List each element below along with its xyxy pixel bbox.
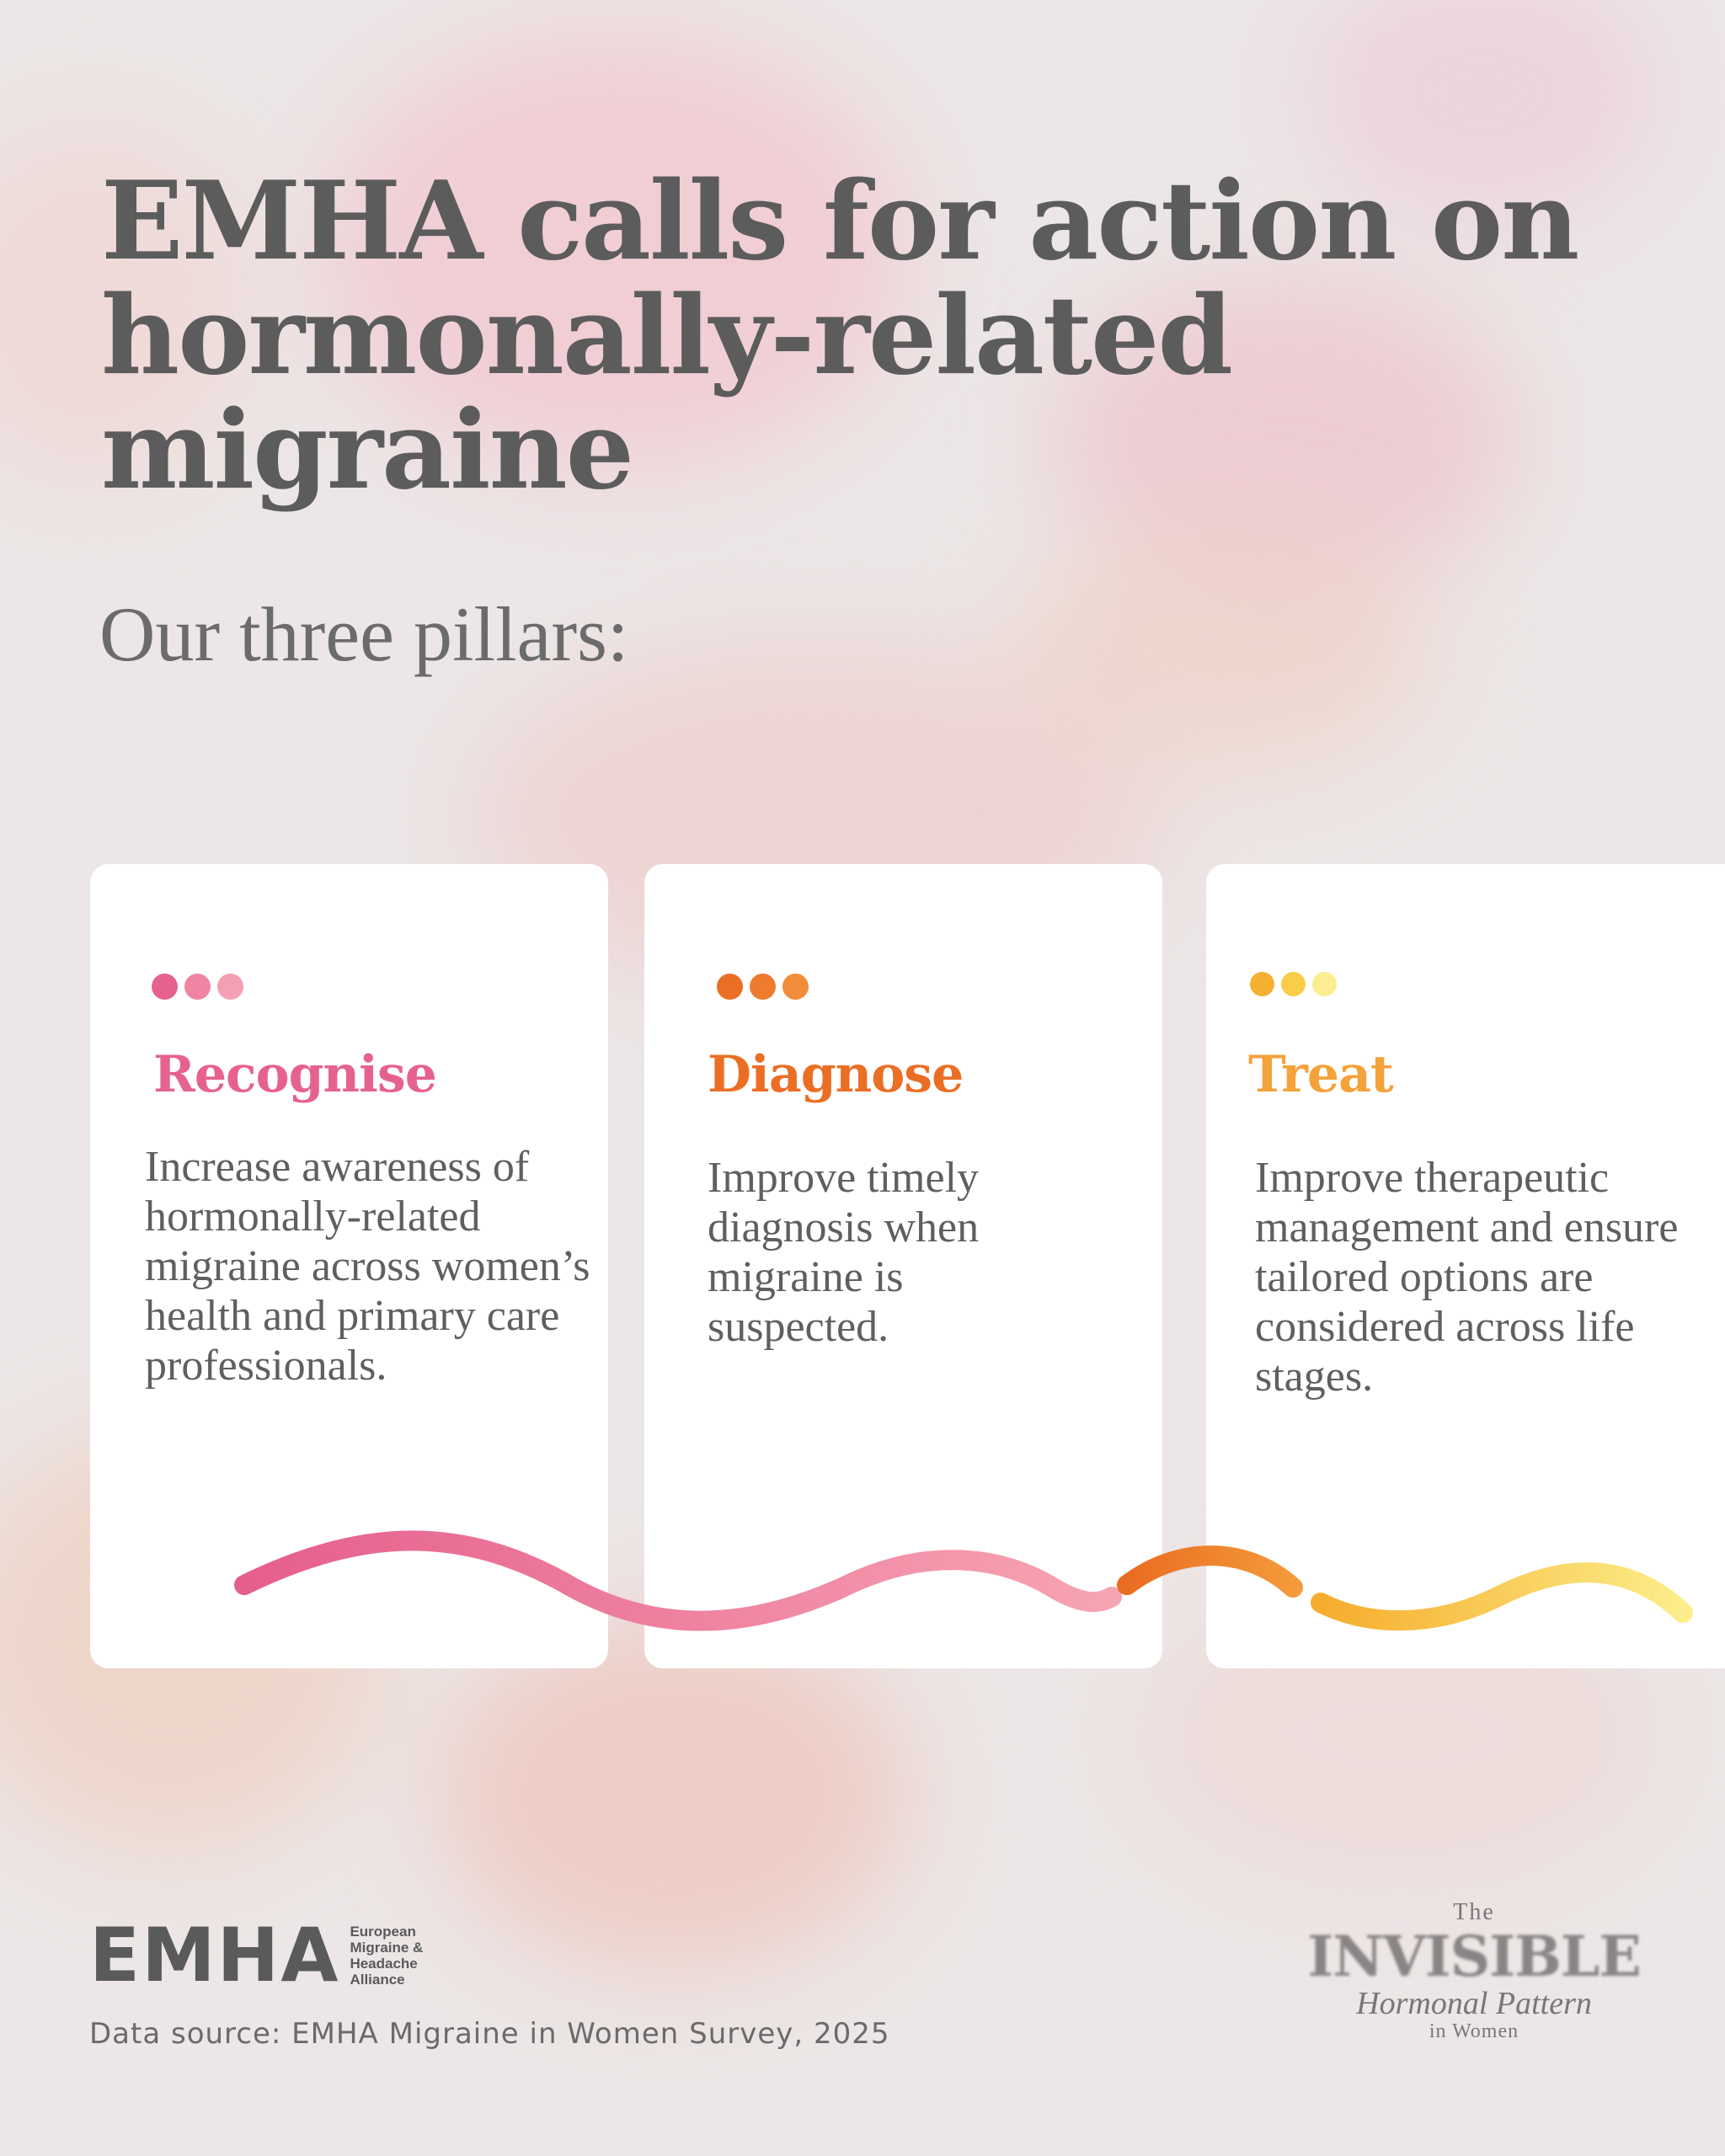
campaign-hormonal-pattern: Hormonal Pattern xyxy=(1356,1986,1592,2021)
campaign-invisible: INVISIBLE xyxy=(1307,1924,1641,1989)
campaign-logo xyxy=(1297,1899,1651,2043)
wave-segment xyxy=(1127,1556,1293,1588)
pillar-heading: Treat xyxy=(1248,1045,1393,1104)
pillar-description: Improve timely diagnosis when migraine is suspected. xyxy=(708,1154,980,1351)
logo-org-name xyxy=(350,1924,423,1988)
campaign-the: The xyxy=(1453,1899,1495,1925)
logo-org-line: Headache xyxy=(350,1956,418,1972)
logo-org-line: Alliance xyxy=(350,1972,405,1988)
emha-logo xyxy=(89,1912,424,1999)
pillar-description: Increase awareness of hormonally-related migraine across women’s health and primary care professionals. xyxy=(145,1143,590,1390)
logo-org-line: Migraine & xyxy=(350,1940,424,1956)
logo-wordmark: EMHA xyxy=(89,1912,340,1999)
data-source: Data source: EMHA Migraine in Women Survey, 2025 xyxy=(89,2017,890,2051)
campaign-in-women: in Women xyxy=(1429,2020,1519,2042)
pillar-heading: Recognise xyxy=(153,1045,436,1104)
wave-segment xyxy=(244,1540,1112,1620)
page-title: EMHA calls for action on hormonally-related migraine xyxy=(101,158,1578,514)
wave-segment xyxy=(1321,1572,1683,1620)
pillar-heading: Diagnose xyxy=(708,1045,964,1104)
logo-org-line: European xyxy=(350,1924,416,1940)
pillar-description: Improve therapeutic management and ensure tailored options are considered across life stages. xyxy=(1255,1154,1679,1401)
section-subtitle: Our three pillars: xyxy=(99,591,629,677)
